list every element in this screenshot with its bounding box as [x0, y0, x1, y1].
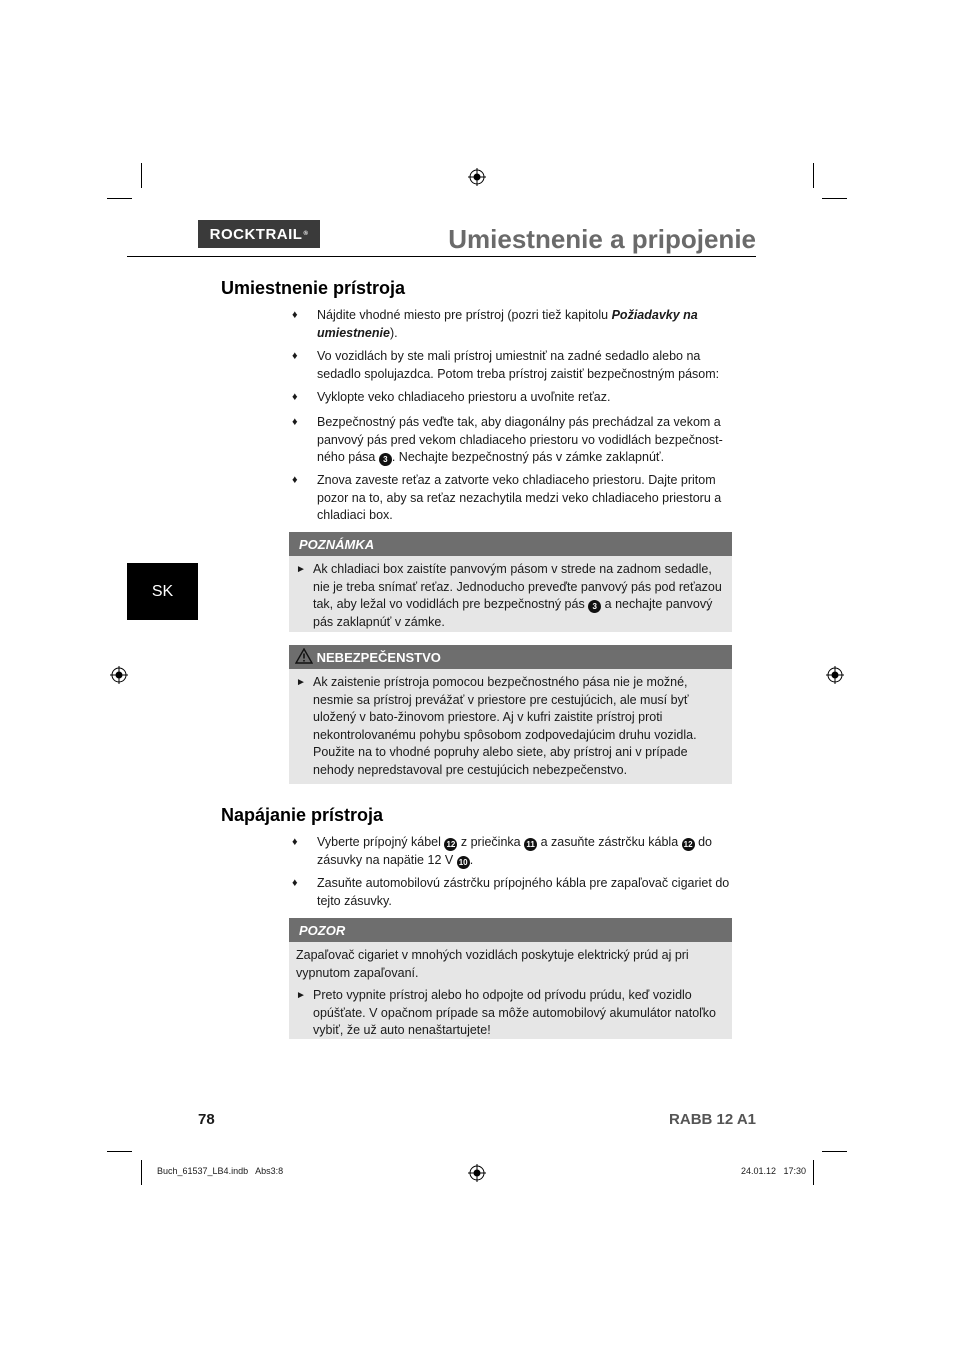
bullet-text: Vyklopte veko chladiaceho priestoru a uvoľnite reťaz. [317, 390, 611, 404]
bullet-text: Znova zaveste reťaz a zatvorte veko chladiaceho priestoru. Dajte pritom pozor na to, aby sa reťaz nezachytila medzi veko chladiaceho priestoru a chladiaci box. [317, 473, 722, 522]
chapter-reference: Požiadavky na umiestnenie [317, 308, 698, 340]
arrow-right-icon: ► [296, 677, 306, 688]
crop-mark [141, 1160, 142, 1185]
note-text: Ak chladiaci box zaistíte panvovým pásom v strede na zadnom sedadle, nie je treba snímať reťaz. Jednoducho preveďte panvový pás pod reťazou tak, aby ležal vo vodidlách pre bezpečnostný pás [313, 562, 722, 611]
list-item [292, 389, 732, 407]
bullet-text: do zásuvky na napätie 12 V [317, 835, 713, 867]
part-number-badge: 3 [588, 600, 601, 613]
crop-mark [107, 198, 132, 199]
bullet-text: Bezpečnostný pás veďte tak, aby diagonálny pás prechádzal za vekom a panvový pás pred vekom chladiaceho priestoru vo vodidlách bezpečnost-ného pása [317, 415, 723, 464]
header-rule [127, 256, 756, 257]
registration-mark-icon [468, 1164, 486, 1182]
list-item [292, 307, 732, 342]
section-heading: Napájanie prístroja [221, 805, 384, 825]
brand-logo [198, 220, 320, 248]
danger-text: Ak zaistenie prístroja pomocou bezpečnostného pása nie je možné, nesmie sa prístroj prevážať v priestore pre cestujúcich, ale musí byť uložený v bato-žinovom priestore. Aj v kufri zaistite prístroj proti nekontrolovanému pohybu spôsobom zodpovedajúcim druhu vozidla. Použite na to vhodné popruhy alebo siete, aby prístroj ani v prípade nehody nepredstavoval pre cestujúcich nebezpečenstvo. [313, 675, 697, 777]
list-item [292, 834, 732, 869]
bullet-diamond-icon: ♦ [292, 391, 298, 403]
bullet-text: Vyberte prípojný kábel [317, 835, 445, 849]
list-item [292, 875, 732, 910]
page-number: 78 [198, 1111, 215, 1128]
list-item [292, 414, 732, 467]
logo-text: ROCKTRAIL [209, 225, 303, 243]
bullet-diamond-icon: ♦ [292, 309, 298, 321]
part-number-badge: 11 [524, 838, 537, 851]
caution-text: Preto vypnite prístroj alebo ho odpojte od prívodu prúdu, keď vozidlo opúšťate. V opačnom prípade sa môže automobilový akumulátor natoľko vybiť, že už auto nenaštartujete! [313, 988, 717, 1037]
part-number-badge: 10 [457, 856, 470, 869]
part-number-badge: 3 [379, 453, 392, 466]
list-item [292, 348, 732, 383]
print-slug-file: Buch_61537_LB4.indb Abs3:8 [157, 1166, 284, 1176]
bullet-diamond-icon: ♦ [292, 474, 298, 486]
crop-mark [813, 163, 814, 188]
bullet-diamond-icon: ♦ [292, 836, 298, 848]
bullet-text: Zasuňte automobilovú zástrčku prípojného kábla pre zapaľovač cigariet do tejto zásuvky. [317, 876, 730, 908]
bullet-text: Vo vozidlách by ste mali prístroj umiestniť na zadné sedadlo alebo na sedadlo spolujazdca. Potom treba prístroj zaistiť bezpečnostným pásom: [317, 349, 720, 381]
crop-mark [107, 1151, 132, 1152]
bullet-text: . Nechajte bezpečnostný pás v zámke zaklapnúť. [391, 450, 665, 464]
caution-intro: Zapaľovač cigariet v mnohých vozidlách poskytuje elektrický prúd aj pri vypnutom zapaľovaní. [296, 948, 689, 980]
crop-mark [822, 1151, 847, 1152]
note-title: POZNÁMKA [289, 532, 732, 556]
model-number: RABB 12 A1 [669, 1111, 756, 1128]
crop-mark [813, 1160, 814, 1185]
registration-mark-icon [110, 666, 128, 684]
bullet-text: a zasuňte zástrčku kábla [537, 835, 682, 849]
registration-mark-icon [468, 168, 486, 186]
registration-mark-icon [826, 666, 844, 684]
part-number-badge: 12 [682, 838, 695, 851]
warning-triangle-icon [295, 648, 313, 664]
arrow-right-icon: ► [296, 990, 306, 1001]
print-slug-date: 24.01.12 17:30 [740, 1166, 806, 1176]
language-tab: SK [127, 563, 198, 620]
danger-box [289, 645, 732, 784]
note-text: a nechajte panvový pás zaklapnúť v zámke. [313, 597, 713, 629]
page-title: Umiestnenie a pripojenie [448, 224, 756, 254]
bullet-text: z priečinka [457, 835, 525, 849]
note-box [289, 532, 732, 632]
caution-title: POZOR [289, 918, 732, 942]
crop-mark [822, 198, 847, 199]
bullet-text: Nájdite vhodné miesto pre prístroj (pozri tiež kapitolu [317, 308, 612, 322]
part-number-badge: 12 [444, 838, 457, 851]
danger-title: NEBEZPEČENSTVO [316, 650, 441, 665]
bullet-diamond-icon: ♦ [292, 350, 298, 362]
bullet-text: . [469, 852, 474, 867]
logo-registered-mark: ® [303, 231, 309, 237]
section-heading: Umiestnenie prístroja [221, 278, 406, 298]
arrow-right-icon: ► [296, 564, 306, 575]
bullet-text: ). [389, 325, 398, 340]
list-item [292, 472, 732, 525]
bullet-diamond-icon: ♦ [292, 877, 298, 889]
bullet-diamond-icon: ♦ [292, 416, 298, 428]
caution-box [289, 918, 732, 1039]
crop-mark [141, 163, 142, 188]
